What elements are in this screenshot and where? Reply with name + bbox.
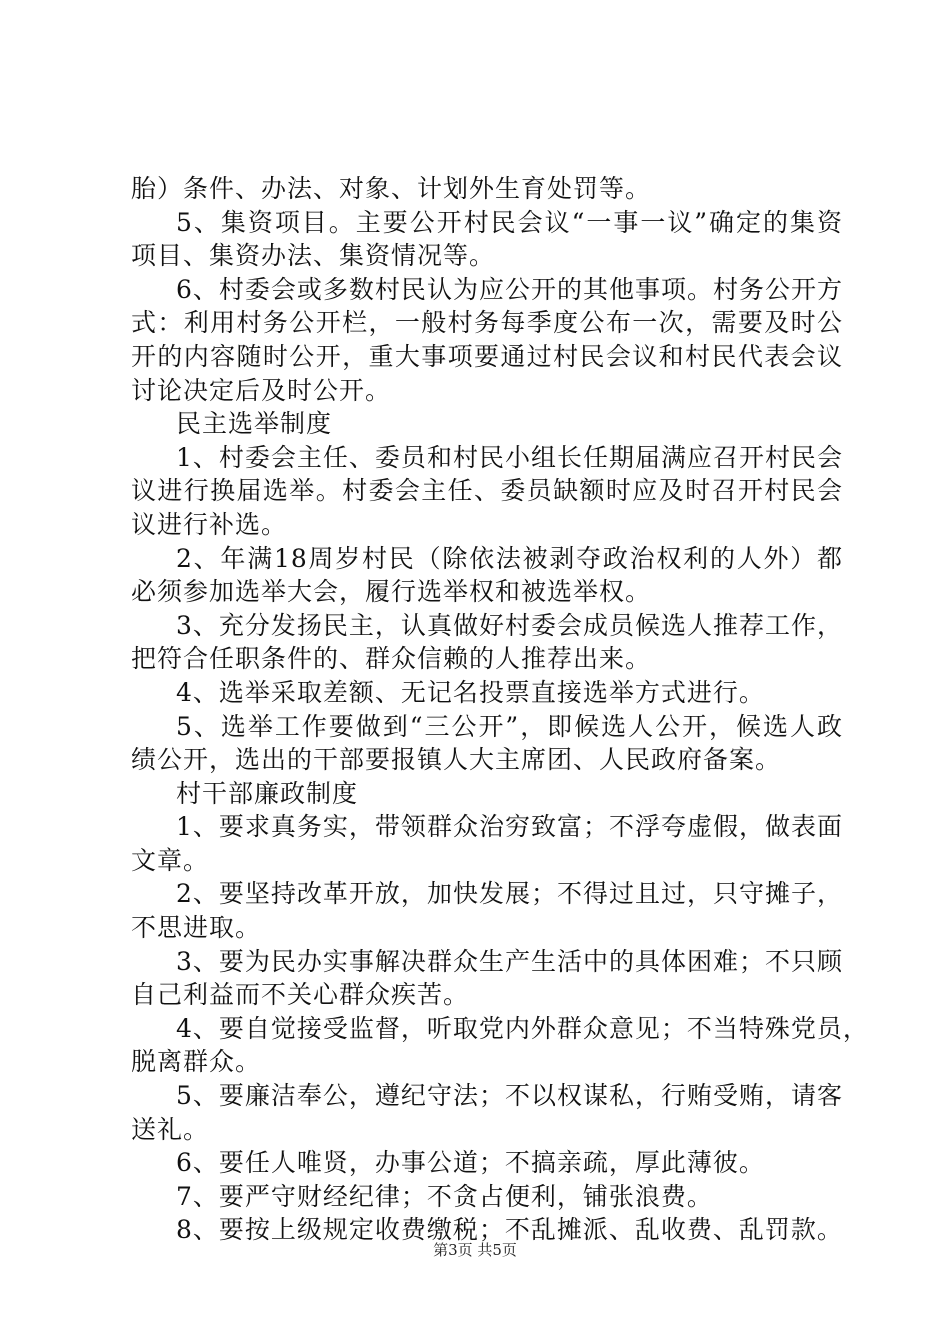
text-line: 5、集资项目。主要公开村民会议“一事一议”确定的集资 (176, 207, 843, 237)
text-line: 讨论决定后及时公开。 (131, 375, 392, 405)
text-line: 5、选举工作要做到“三公开”，即候选人公开，候选人政 (176, 711, 843, 741)
text-line: 6、要任人唯贤，办事公道；不搞亲疏，厚此薄彼。 (176, 1148, 765, 1178)
text-line: 8、要按上级规定收费缴税；不乱摊派、乱收费、乱罚款。 (176, 1215, 843, 1245)
text-line: 脱离群众。 (131, 1047, 262, 1077)
text-line: 绩公开，选出的干部要报镇人大主席团、人民政府备案。 (131, 745, 782, 775)
text-line: 4、要自觉接受监督，听取党内外群众意见；不当特殊党员， (176, 1013, 869, 1043)
text-line: 4、选举采取差额、无记名投票直接选举方式进行。 (176, 677, 765, 707)
text-line: 议进行换届选举。村委会主任、委员缺额时应及时召开村民会 (131, 476, 843, 506)
text-line: 3、充分发扬民主，认真做好村委会成员候选人推荐工作， (176, 610, 843, 640)
text-line: 自己利益而不关心群众疾苦。 (131, 980, 470, 1010)
text-line: 送礼。 (131, 1114, 210, 1144)
text-line: 7、要严守财经纪律；不贪占便利，铺张浪费。 (176, 1181, 713, 1211)
text-line: 2、要坚持改革开放，加快发展；不得过且过，只守摊子， (176, 879, 843, 909)
text-line: 式：利用村务公开栏，一般村务每季度公布一次，需要及时公 (131, 308, 843, 338)
text-line: 1、村委会主任、委员和村民小组长任期届满应召开村民会 (176, 442, 843, 472)
text-line: 议进行补选。 (131, 509, 288, 539)
document-body (131, 172, 869, 1247)
text-line: 5、要廉洁奉公，遵纪守法；不以权谋私，行贿受贿，请客 (176, 1081, 843, 1111)
text-line: 不思进取。 (131, 913, 262, 943)
text-line: 把符合任职条件的、群众信赖的人推荐出来。 (131, 644, 652, 674)
page-footer: 第3页 共5页 (433, 1241, 517, 1259)
text-line: 项目、集资办法、集资情况等。 (131, 241, 496, 271)
text-line: 3、要为民办实事解决群众生产生活中的具体困难；不只顾 (176, 946, 843, 976)
text-line: 1、要求真务实，带领群众治穷致富；不浮夸虚假，做表面 (176, 812, 843, 842)
text-line: 文章。 (131, 845, 210, 875)
text-line: 开的内容随时公开，重大事项要通过村民会议和村民代表会议 (131, 341, 843, 371)
text-line: 民主选举制度 (176, 409, 333, 439)
text-line: 6、村委会或多数村民认为应公开的其他事项。村务公开方 (176, 274, 843, 304)
text-line: 必须参加选举大会，履行选举权和被选举权。 (131, 577, 652, 607)
text-line: 胎）条件、办法、对象、计划外生育处罚等。 (131, 174, 652, 203)
text-line: 2、年满18周岁村民（除依法被剥夺政治权利的人外）都 (176, 543, 843, 573)
text-line: 村干部廉政制度 (176, 778, 359, 808)
